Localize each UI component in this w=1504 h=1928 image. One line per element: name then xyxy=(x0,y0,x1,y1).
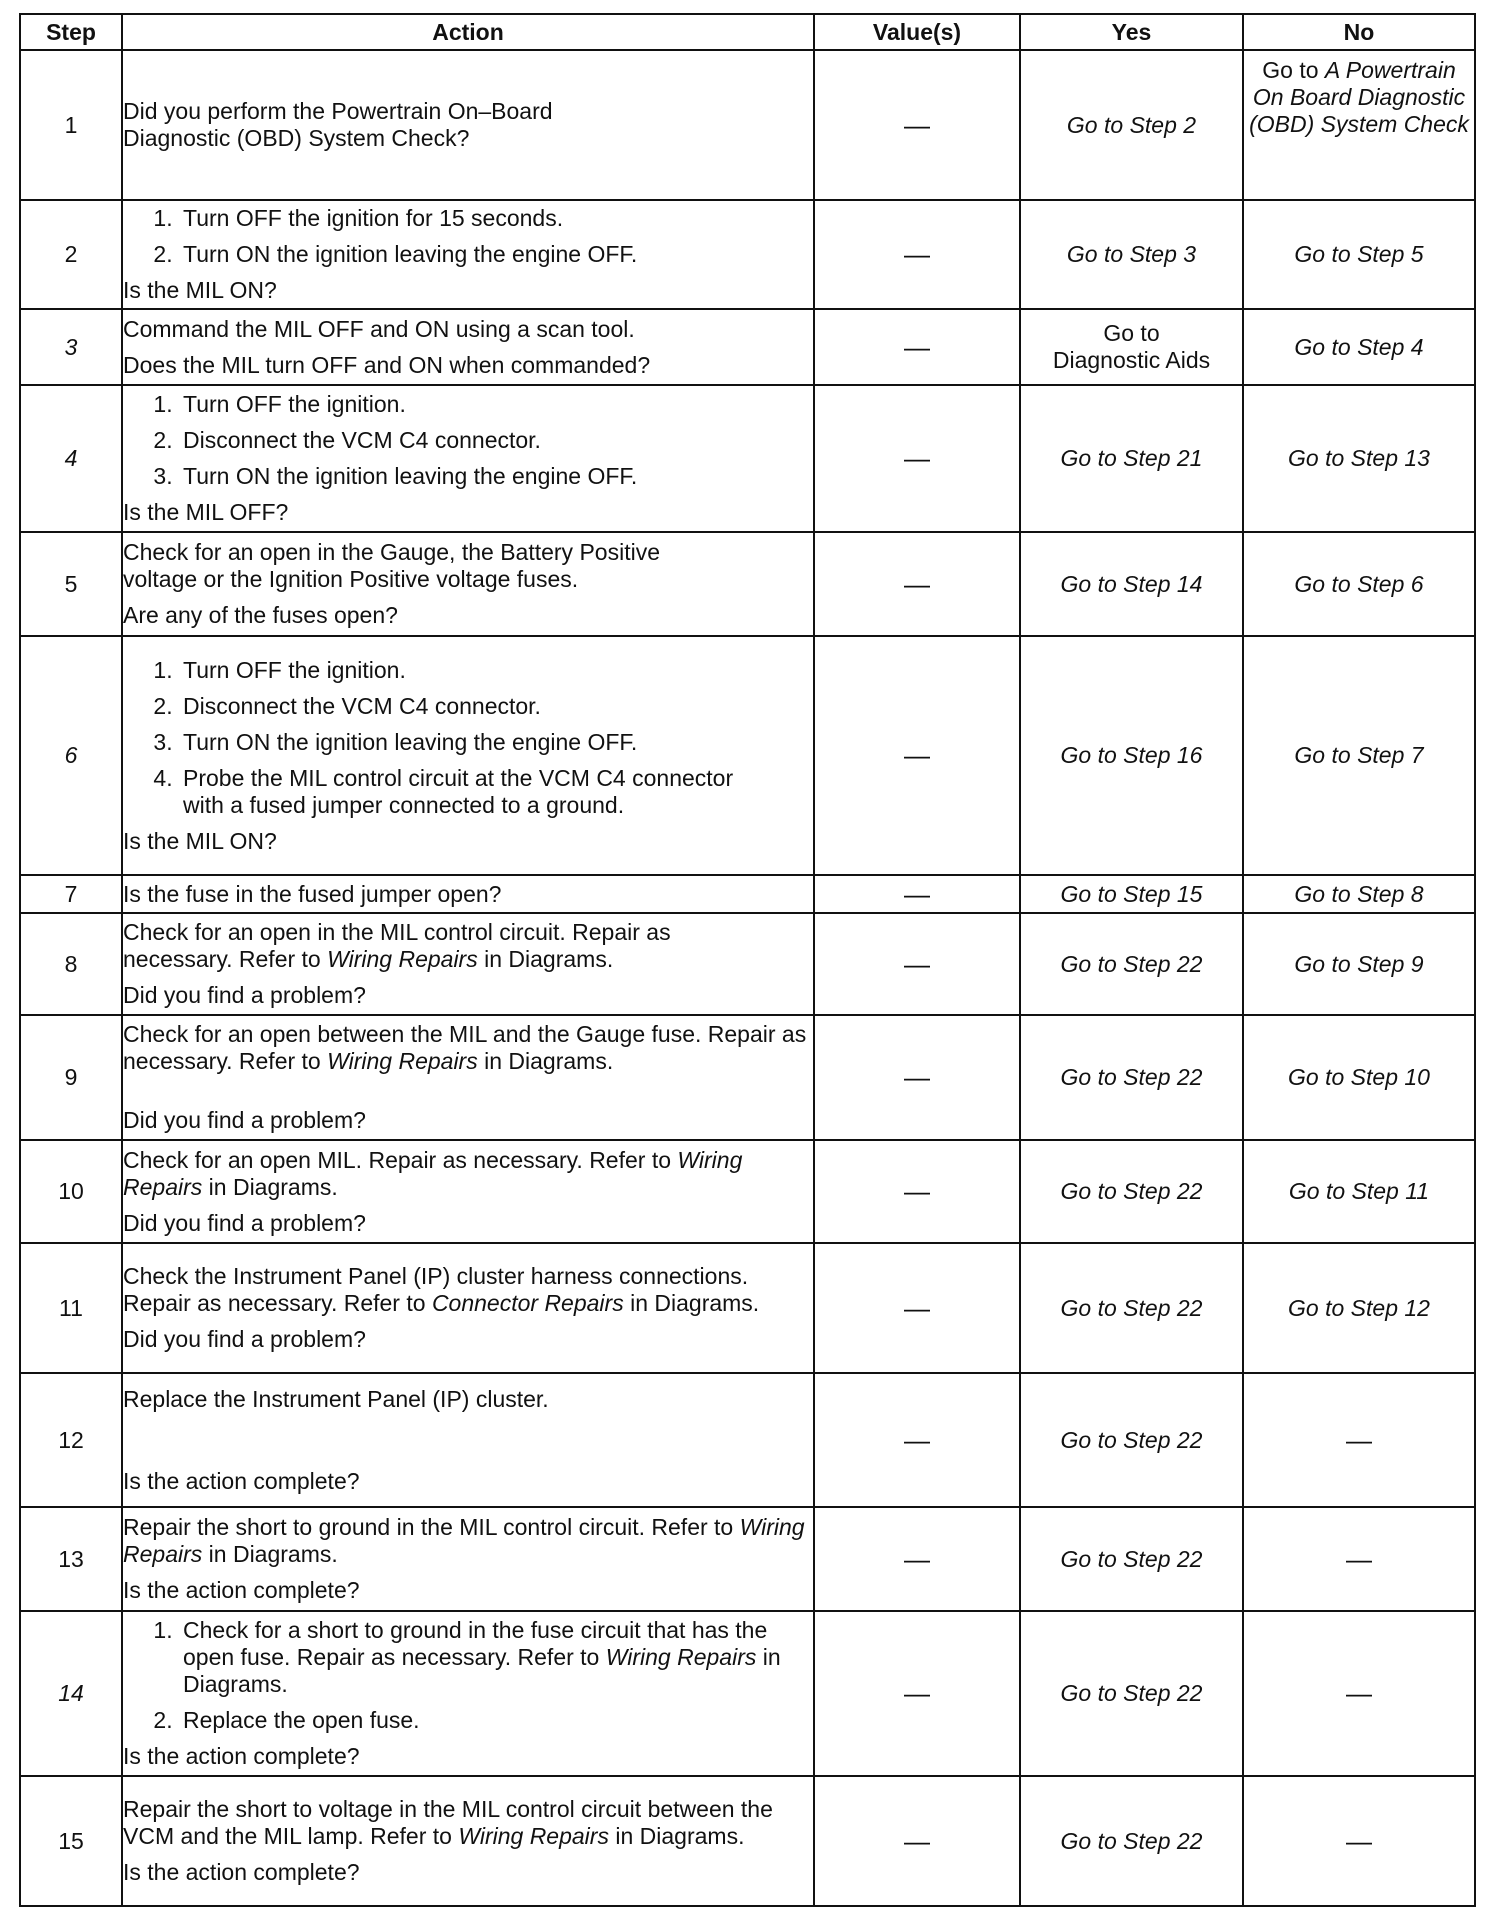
no-link[interactable]: Go to Step 7 xyxy=(1294,742,1424,768)
no-cell xyxy=(1243,200,1475,309)
table-row xyxy=(20,309,1475,385)
action-cell xyxy=(122,1507,814,1611)
action-question: Did you find a problem? xyxy=(123,1107,366,1133)
action-text: Check for an open in the Gauge, the Battery Positive voltage or the Ignition Positive voltage fuses. xyxy=(123,539,660,592)
no-cell xyxy=(1243,636,1475,875)
step-number: 4 xyxy=(20,385,122,532)
yes-cell xyxy=(1020,913,1243,1015)
action-text xyxy=(123,1514,813,1568)
value-cell: — xyxy=(814,636,1020,875)
no-link[interactable]: Go to Step 8 xyxy=(1294,880,1424,907)
action-step-item: 2. Disconnect the VCM C4 connector. xyxy=(179,693,743,720)
action-text xyxy=(123,1021,813,1075)
action-cell xyxy=(122,385,814,532)
no-prefix: Go to xyxy=(1262,57,1319,83)
action-cell xyxy=(122,875,814,913)
no-cell xyxy=(1243,1140,1475,1243)
yes-cell xyxy=(1020,309,1243,385)
yes-link[interactable]: Go to Step 22 xyxy=(1060,1680,1203,1706)
action-cell xyxy=(122,50,814,200)
step-number: 1 xyxy=(20,50,122,200)
header-values: Value(s) xyxy=(814,14,1020,50)
action-cell xyxy=(122,913,814,1015)
reference-in: in xyxy=(484,1048,503,1074)
yes-cell xyxy=(1020,1243,1243,1373)
action-cell xyxy=(122,1243,814,1373)
yes-cell xyxy=(1020,1015,1243,1140)
table-row xyxy=(20,1507,1475,1611)
no-link[interactable]: Go to Step 12 xyxy=(1288,1294,1430,1321)
reference-diagrams: Diagrams. xyxy=(654,1290,760,1316)
yes-link[interactable]: Go to Step 22 xyxy=(1060,950,1203,977)
value-cell: — xyxy=(814,1243,1020,1373)
yes-link[interactable]: Go to Step 22 xyxy=(1060,1426,1203,1453)
no-link[interactable]: Go to Step 6 xyxy=(1294,570,1424,597)
action-cell xyxy=(122,636,814,875)
value-cell: — xyxy=(814,1015,1020,1140)
step-number: 15 xyxy=(20,1776,122,1906)
action-step-item: 1. Turn OFF the ignition. xyxy=(179,391,813,418)
header-action: Action xyxy=(122,14,814,50)
yes-cell xyxy=(1020,200,1243,309)
action-cell xyxy=(122,309,814,385)
yes-link[interactable]: Go to Step 3 xyxy=(1066,241,1197,267)
reference-in: in xyxy=(630,1290,648,1316)
yes-link[interactable]: Go to Step 16 xyxy=(1060,742,1203,768)
yes-link[interactable]: Go to Step 15 xyxy=(1060,880,1203,907)
action-step-item: 4. Probe the MIL control circuit at the VCM C4 connector with a fused jumper connected to a ground. xyxy=(179,765,743,819)
action-steps xyxy=(123,205,813,268)
action-text xyxy=(123,1263,813,1317)
yes-cell xyxy=(1020,1611,1243,1776)
yes-link[interactable]: Go to Step 21 xyxy=(1060,445,1203,471)
yes-cell xyxy=(1020,1507,1243,1611)
value-cell: — xyxy=(814,1776,1020,1906)
action-body: Repair the short to ground in the MIL control circuit. Refer to xyxy=(123,1514,734,1540)
no-cell: — xyxy=(1243,1373,1475,1507)
reference-in: in xyxy=(615,1823,634,1849)
header-step: Step xyxy=(20,14,122,50)
action-body: Check for an open MIL. Repair as necessary. Refer to xyxy=(123,1146,672,1173)
action-step-item: 2. Replace the open fuse. xyxy=(179,1707,783,1734)
action-cell xyxy=(122,1140,814,1243)
table-row xyxy=(20,913,1475,1015)
table-row xyxy=(20,1243,1475,1373)
reference-diagrams: Diagrams. xyxy=(232,1541,338,1567)
step-number: 2 xyxy=(20,200,122,309)
yes-prefix: Go to xyxy=(1103,320,1160,346)
action-step-item: 2. Disconnect the VCM C4 connector. xyxy=(179,427,813,454)
no-cell xyxy=(1243,875,1475,913)
no-link[interactable]: Go to Step 4 xyxy=(1294,333,1424,360)
action-step-item: 2. Turn ON the ignition leaving the engine OFF. xyxy=(179,241,813,268)
value-cell: — xyxy=(814,385,1020,532)
table-header-row xyxy=(20,14,1475,50)
action-question: Does the MIL turn OFF and ON when commanded? xyxy=(123,351,651,378)
yes-cell xyxy=(1020,50,1243,200)
yes-cell xyxy=(1020,1776,1243,1906)
action-step-item: 1. Turn OFF the ignition for 15 seconds. xyxy=(179,205,813,232)
table-row xyxy=(20,385,1475,532)
reference-link[interactable]: Wiring Repairs xyxy=(458,1823,609,1849)
table-row xyxy=(20,1373,1475,1507)
action-cell xyxy=(122,532,814,636)
table-row xyxy=(20,875,1475,913)
step-number: 5 xyxy=(20,532,122,636)
action-question: Is the MIL ON? xyxy=(123,827,277,854)
reference-link[interactable]: Connector Repairs xyxy=(431,1290,624,1316)
yes-link[interactable]: Go to Step 22 xyxy=(1060,1294,1203,1321)
action-question: Is the action complete? xyxy=(123,1467,360,1494)
value-cell: — xyxy=(814,50,1020,200)
action-question: Is the action complete? xyxy=(123,1743,360,1769)
action-body: Check for an open between the MIL and the Gauge fuse. Repair as necessary. Refer to xyxy=(123,1021,807,1074)
reference-in: in xyxy=(208,1541,227,1567)
yes-cell xyxy=(1020,385,1243,532)
action-text: Command the MIL OFF and ON using a scan tool. xyxy=(123,315,635,342)
step-number: 8 xyxy=(20,913,122,1015)
no-cell xyxy=(1243,50,1475,200)
action-question: Is the action complete? xyxy=(123,1577,360,1603)
action-question: Are any of the fuses open? xyxy=(123,602,398,628)
reference-link[interactable]: Wiring Repairs xyxy=(605,1644,757,1670)
action-steps xyxy=(123,391,813,490)
value-cell: — xyxy=(814,1140,1020,1243)
value-cell: — xyxy=(814,875,1020,913)
table-row xyxy=(20,50,1475,200)
value-cell: — xyxy=(814,200,1020,309)
yes-cell xyxy=(1020,636,1243,875)
no-cell xyxy=(1243,385,1475,532)
step-number: 6 xyxy=(20,636,122,875)
table-row xyxy=(20,636,1475,875)
action-question: Did you find a problem? xyxy=(123,982,366,1008)
yes-link[interactable]: Go to Step 22 xyxy=(1060,1545,1203,1572)
no-cell xyxy=(1243,309,1475,385)
diagnostic-table-container xyxy=(19,13,1474,1907)
action-cell xyxy=(122,200,814,309)
header-yes: Yes xyxy=(1020,14,1243,50)
yes-cell xyxy=(1020,875,1243,913)
yes-link[interactable]: Go to Step 14 xyxy=(1060,570,1203,597)
reference-in: in xyxy=(484,946,503,972)
yes-link[interactable]: Diagnostic Aids xyxy=(1052,347,1211,373)
yes-link[interactable]: Go to Step 22 xyxy=(1060,1827,1203,1854)
action-question: Is the action complete? xyxy=(123,1859,360,1885)
value-cell: — xyxy=(814,309,1020,385)
table-row xyxy=(20,1611,1475,1776)
value-cell: — xyxy=(814,1611,1020,1776)
no-cell xyxy=(1243,532,1475,636)
action-body: Check for an open in the MIL control circuit. Repair as necessary. Refer to xyxy=(123,919,671,972)
no-link[interactable]: Go to Step 5 xyxy=(1294,241,1424,267)
action-question: Did you find a problem? xyxy=(123,1209,366,1236)
yes-cell xyxy=(1020,1140,1243,1243)
no-cell xyxy=(1243,1243,1475,1373)
no-cell: — xyxy=(1243,1507,1475,1611)
no-cell xyxy=(1243,913,1475,1015)
action-steps xyxy=(123,657,813,819)
reference-diagrams: Diagrams. xyxy=(639,1823,745,1849)
reference-link[interactable]: Wiring Repairs xyxy=(327,946,478,972)
action-text: Did you perform the Powertrain On–Board Diagnostic (OBD) System Check? xyxy=(123,98,553,151)
action-step-item xyxy=(179,1617,783,1698)
table-row xyxy=(20,532,1475,636)
reference-in: in xyxy=(762,1644,781,1670)
table-row xyxy=(20,1776,1475,1906)
step-number: 12 xyxy=(20,1373,122,1507)
step-number: 11 xyxy=(20,1243,122,1373)
step-number: 13 xyxy=(20,1507,122,1611)
action-question: Is the MIL ON? xyxy=(123,277,277,303)
action-cell xyxy=(122,1776,814,1906)
reference-link[interactable]: Wiring Repairs xyxy=(123,1146,743,1200)
diagnostic-table xyxy=(19,13,1476,1907)
action-text xyxy=(123,1147,813,1201)
no-link[interactable]: A Powertrain On Board Diagnostic (OBD) System Check xyxy=(1249,57,1469,137)
table-row xyxy=(20,200,1475,309)
action-question: Is the MIL OFF? xyxy=(123,499,289,525)
action-question: Did you find a problem? xyxy=(123,1326,366,1352)
value-cell: — xyxy=(814,1373,1020,1507)
no-link[interactable]: Go to Step 9 xyxy=(1294,950,1424,977)
reference-diagrams: Diagrams. xyxy=(183,1671,288,1697)
action-question: Is the fuse in the fused jumper open? xyxy=(123,880,502,907)
yes-link[interactable]: Go to Step 22 xyxy=(1060,1178,1203,1204)
action-cell xyxy=(122,1373,814,1507)
action-text xyxy=(123,919,813,973)
action-body: Check for a short to ground in the fuse circuit that has the open fuse. Repair as necessary. Refer to xyxy=(183,1617,768,1670)
yes-link[interactable]: Go to Step 2 xyxy=(1066,111,1197,138)
no-cell: — xyxy=(1243,1776,1475,1906)
step-number: 7 xyxy=(20,875,122,913)
action-text: Replace the Instrument Panel (IP) cluster. xyxy=(123,1385,549,1412)
no-link[interactable]: Go to Step 11 xyxy=(1288,1178,1430,1204)
yes-cell xyxy=(1020,532,1243,636)
step-number: 14 xyxy=(20,1611,122,1776)
action-step-item: 3. Turn ON the ignition leaving the engine OFF. xyxy=(179,463,813,490)
yes-cell xyxy=(1020,1373,1243,1507)
no-link[interactable]: Go to Step 13 xyxy=(1288,445,1430,471)
action-cell xyxy=(122,1611,814,1776)
value-cell: — xyxy=(814,532,1020,636)
action-cell xyxy=(122,1015,814,1140)
action-steps xyxy=(123,1617,813,1734)
reference-diagrams: Diagrams. xyxy=(508,946,614,972)
reference-link[interactable]: Wiring Repairs xyxy=(123,1514,805,1567)
action-body: Check the Instrument Panel (IP) cluster harness connections. Repair as necessary. Refer to xyxy=(123,1263,749,1316)
value-cell: — xyxy=(814,1507,1020,1611)
table-row xyxy=(20,1015,1475,1140)
reference-diagrams: Diagrams. xyxy=(508,1048,614,1074)
step-number: 9 xyxy=(20,1015,122,1140)
yes-link[interactable]: Go to Step 22 xyxy=(1060,1064,1203,1090)
table-row xyxy=(20,1140,1475,1243)
no-link[interactable]: Go to Step 10 xyxy=(1288,1064,1430,1090)
header-no: No xyxy=(1243,14,1475,50)
action-step-item: 3. Turn ON the ignition leaving the engine OFF. xyxy=(179,729,743,756)
action-text xyxy=(123,1796,813,1850)
value-cell: — xyxy=(814,913,1020,1015)
reference-link[interactable]: Wiring Repairs xyxy=(327,1048,478,1074)
reference-in: in xyxy=(208,1173,227,1200)
step-number: 10 xyxy=(20,1140,122,1243)
no-cell: — xyxy=(1243,1611,1475,1776)
no-cell xyxy=(1243,1015,1475,1140)
step-number: 3 xyxy=(20,309,122,385)
action-step-item: 1. Turn OFF the ignition. xyxy=(179,657,743,684)
action-body: Repair the short to voltage in the MIL control circuit between the VCM and the MIL lamp. Refer to xyxy=(123,1796,773,1849)
reference-diagrams: Diagrams. xyxy=(232,1173,338,1200)
